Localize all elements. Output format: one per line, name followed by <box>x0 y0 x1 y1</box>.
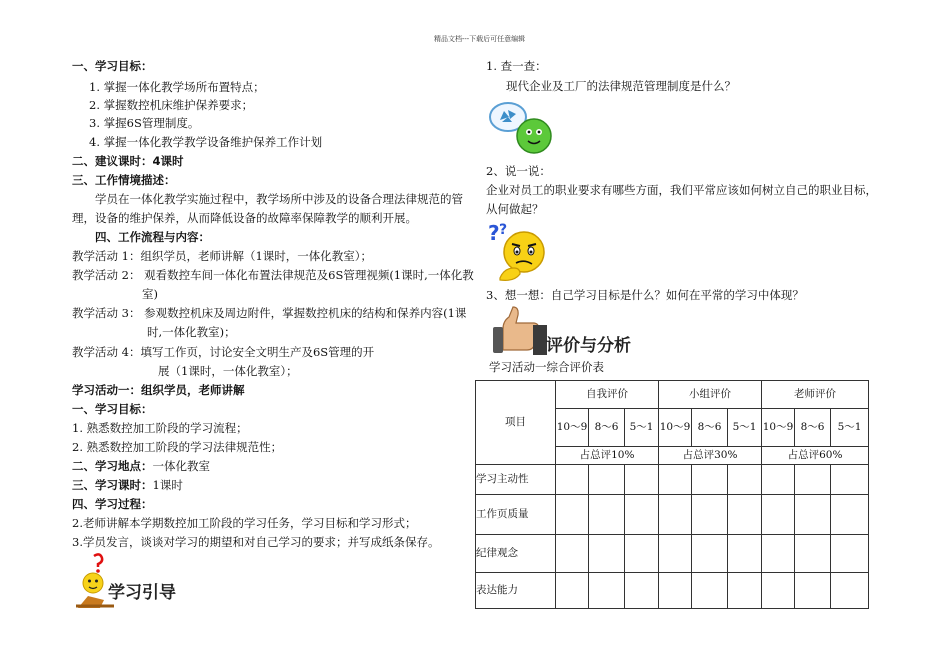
evaluation-banner: 评价与分析 <box>546 336 631 356</box>
section-workflow-title: 四、工作流程与内容： <box>95 230 210 244</box>
la1-location-label: 二、学习地点： <box>72 459 153 473</box>
recycle-globe-icon <box>488 100 556 156</box>
score-range: 10～9 <box>659 409 692 447</box>
table-row <box>476 573 869 609</box>
svg-text:?: ? <box>499 222 508 238</box>
situation-text: 学员在一体化教学实施过程中，教学场所中涉及的设备合理法律规范的管 <box>95 192 463 206</box>
la1-goal-item: 2. 熟悉数控加工阶段的学习法律规范性； <box>72 440 283 454</box>
table-row <box>476 465 869 495</box>
group-header: 自我评价 <box>556 381 659 409</box>
activity-line: 教学活动 1：组织学员，老师讲解（1课时，一体化教室）； <box>72 249 373 263</box>
thumbs-up-icon <box>491 305 547 357</box>
process-line: 2.老师讲解本学期数控加工阶段的学习任务，学习目标和学习形式； <box>72 516 417 530</box>
activity-line: 时,一体化教室)； <box>147 325 236 339</box>
confused-smiley-icon <box>486 220 550 284</box>
la1-process-title: 四、学习过程： <box>72 497 153 511</box>
table-row <box>476 535 869 573</box>
svg-text:?: ? <box>488 221 500 245</box>
goal-item: 4. 掌握一体化教学教学设备维护保养工作计划 <box>89 135 323 149</box>
question-2-text: 企业对员工的职业要求有哪些方面，我们平常应该如何树立自己的职业目标， <box>486 183 877 197</box>
goal-item: 3. 掌握6S管理制度。 <box>89 116 200 130</box>
section-learning-goals-title: 一、学习目标： <box>72 59 153 73</box>
goal-item: 1. 掌握一体化教学场所布置特点； <box>89 80 265 94</box>
score-range: 8～6 <box>589 409 625 447</box>
section-situation-title: 三、工作情境描述： <box>72 173 176 187</box>
la1-location <box>72 459 210 473</box>
activity-line: 展（1课时，一体化教室）； <box>158 364 298 378</box>
group-header: 老师评价 <box>762 381 869 409</box>
la1-hours-label: 三、学习课时： <box>72 478 153 492</box>
section-suggested-hours-title: 二、建议课时：4课时 <box>72 154 184 168</box>
score-range: 10～9 <box>762 409 795 447</box>
la1-goal-item: 1. 熟悉数控加工阶段的学习流程； <box>72 421 248 435</box>
question-3: 3、想一想：自己学习目标是什么？如何在平常的学习中体现？ <box>486 288 804 302</box>
situation-text: 理，设备的维护保养，从而降低设备的故障率保障教学的顺利开展。 <box>72 211 417 225</box>
page-header: 精品文档---下载后可任意编辑 <box>434 35 526 43</box>
row-label: 纪律观念 <box>476 535 556 573</box>
row-label: 工作页质量 <box>476 495 556 535</box>
activity-line: 教学活动 2： 观看数控车间一体化布置法律规范及6S管理视频(1课时,一体化教 <box>72 268 474 282</box>
score-range: 8～6 <box>795 409 831 447</box>
table-row <box>476 495 869 535</box>
question-1-text: 现代企业及工厂的法律规范管理制度是什么？ <box>506 79 736 93</box>
learning-activity-one-title: 学习活动一：组织学员，老师讲解 <box>72 383 245 397</box>
activity-line: 室) <box>142 287 158 301</box>
question-1-title: 1. 查一查： <box>486 59 547 73</box>
row-label: 表达能力 <box>476 573 556 609</box>
row-label: 学习主动性 <box>476 465 556 495</box>
weight-label: 占总评10% <box>556 447 659 465</box>
score-range: 5～1 <box>625 409 659 447</box>
la1-hours <box>72 478 183 492</box>
la1-hours-value: 1课时 <box>152 478 183 492</box>
question-2-text: 从何做起？ <box>486 202 544 216</box>
weight-label: 占总评60% <box>762 447 869 465</box>
item-header: 项目 <box>476 381 556 465</box>
question-2-title: 2、说一说： <box>486 164 551 178</box>
group-header: 小组评价 <box>659 381 762 409</box>
learning-guide-banner: 学习引导 <box>108 583 176 603</box>
la1-location-value: 一体化教室 <box>152 459 210 473</box>
activity-line: 教学活动 3： 参观数控机床及周边附件，掌握数控机床的结构和保养内容(1课 <box>72 306 467 320</box>
process-line: 3.学员发言，谈谈对学习的期望和对自己学习的要求；并写成纸条保存。 <box>72 535 440 549</box>
goal-item: 2. 掌握数控机床维护保养要求； <box>89 98 254 112</box>
activity-line: 教学活动 4：填写工作页，讨论安全文明生产及6S管理的开 <box>72 345 375 359</box>
evaluation-table <box>475 380 869 609</box>
evaluation-table-title: 学习活动一综合评价表 <box>489 360 604 374</box>
score-range: 5～1 <box>728 409 762 447</box>
score-range: 10～9 <box>556 409 589 447</box>
score-range: 8～6 <box>692 409 728 447</box>
la1-goals-title: 一、学习目标： <box>72 402 153 416</box>
weight-label: 占总评30% <box>659 447 762 465</box>
score-range: 5～1 <box>831 409 869 447</box>
